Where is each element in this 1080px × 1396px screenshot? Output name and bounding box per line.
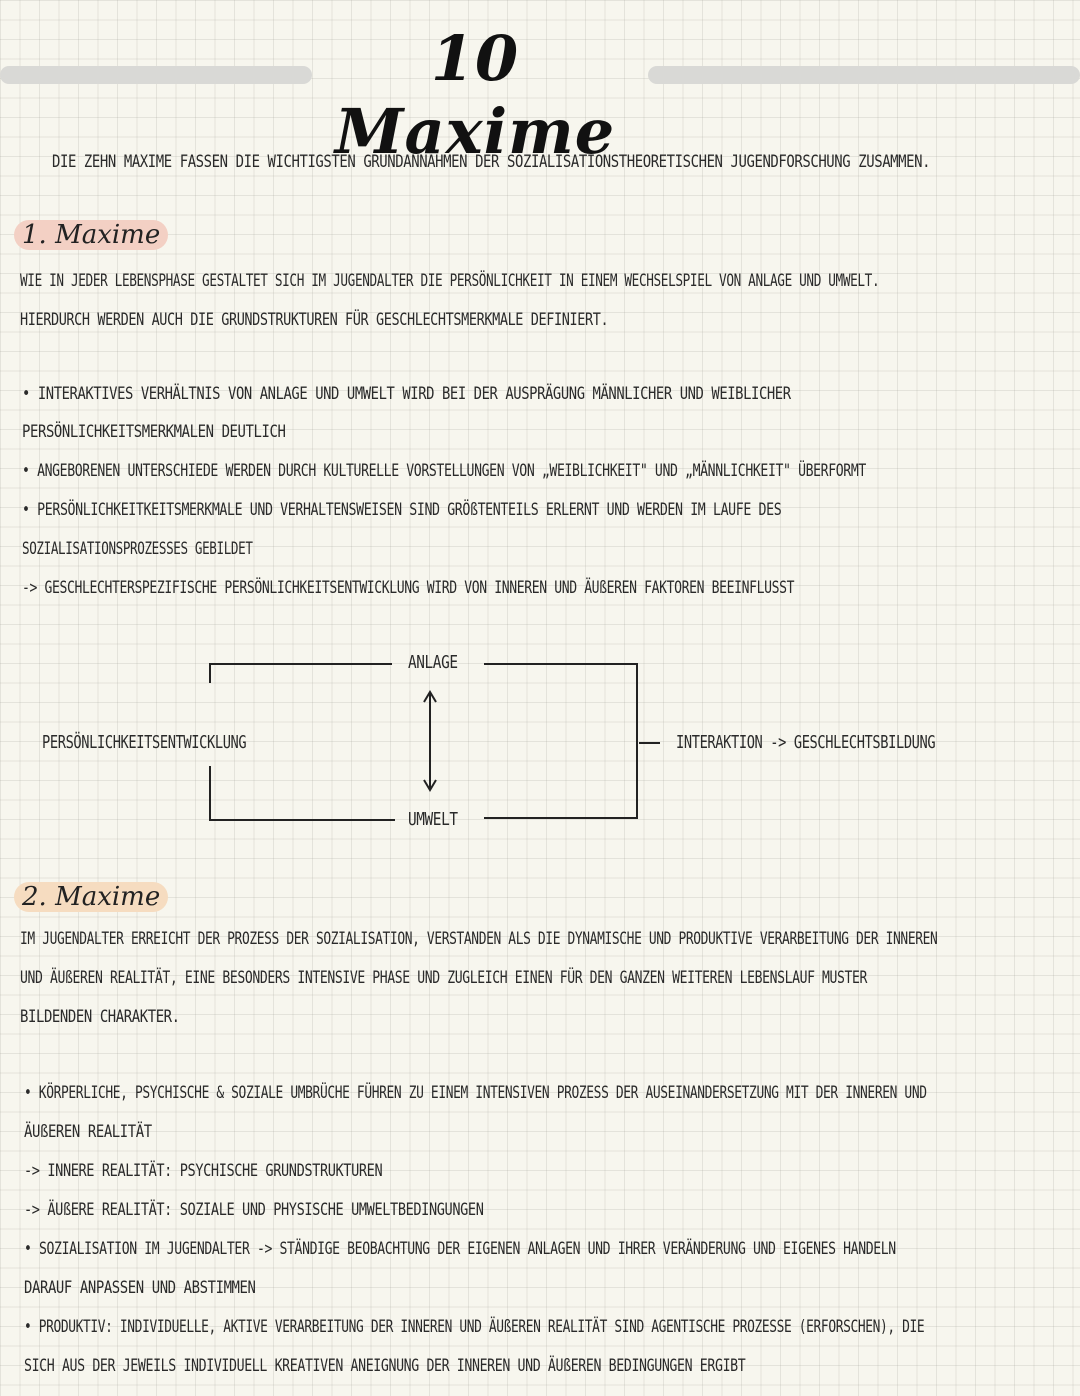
maxime1-bullet: • PERSÖNLICHKEITKEITSMERKMALE UND VERHALTENSWEISEN SIND GRÖßTENTEILS ERLERNT UND WERDEN IM LAUFE DES [22,500,782,520]
diagram-bottom-label: UMWELT [408,809,458,830]
maxime1-line: WIE IN JEDER LEBENSPHASE GESTALTET SICH IM JUGENDALTER DIE PERSÖNLICHKEIT IN EINEM WECHSELSPIEL VON ANLAGE UND UMWELT. [20,271,880,291]
maxime2-bullet: • PRODUKTIV: INDIVIDUELLE, AKTIVE VERARBEITUNG DER INNEREN UND ÄUßEREN REALITÄT SIND AGENTISCHE PROZESSE (ERFORSCHEN), DIE [24,1317,925,1337]
maxime2-bullet: -> INNERE REALITÄT: PSYCHISCHE GRUNDSTRUKTUREN [24,1161,383,1181]
maxime2-line: IM JUGENDALTER ERREICHT DER PROZESS DER SOZIALISATION, VERSTANDEN ALS DIE DYNAMISCHE UND PRODUKTIVE VERARBEITUNG DER INNEREN [20,929,938,949]
diagram-left-label: PERSÖNLICHKEITSENTWICKLUNG [42,732,247,753]
title-bar-right [648,66,1080,84]
maxime1-bullet: -> GESCHLECHTERSPEZIFISCHE PERSÖNLICHKEITSENTWICKLUNG WIRD VON INNEREN UND ÄUßEREN FAKTOREN BEEINFLUSST [22,578,795,598]
maxime2-bullet: • SOZIALISATION IM JUGENDALTER -> STÄNDIGE BEOBACHTUNG DER EIGENEN ANLAGEN UND IHRER VERÄNDERUNG UND EIGENES HANDELN [24,1239,896,1259]
title-bar-left [0,66,312,84]
maxime2-line: UND ÄUßEREN REALITÄT, EINE BESONDERS INTENSIVE PHASE UND ZUGLEICH EINEN FÜR DEN GANZEN WEITEREN LEBENSLAUF MUSTER [20,968,868,988]
maxime2-bullet: DARAUF ANPASSEN UND ABSTIMMEN [24,1278,256,1298]
maxime2-bullet: ÄUßEREN REALITÄT [24,1122,152,1142]
page-title: 10 Maxime [334,22,616,168]
maxime1-bullet: • INTERAKTIVES VERHÄLTNIS VON ANLAGE UND UMWELT WIRD BEI DER AUSPRÄGUNG MÄNNLICHER UND WEIBLICHER [22,384,791,404]
maxime2-bullet: SICH AUS DER JEWEILS INDIVIDUELL KREATIVEN ANEIGNUNG DER INNEREN UND ÄUßEREN BEDINGUNGEN ERGIBT [24,1356,746,1376]
diagram-top-label: ANLAGE [408,652,458,673]
maxime1-bullet: PERSÖNLICHKEITSMERKMALEN DEUTLICH [22,422,286,442]
maxime2-bullet: -> ÄUßERE REALITÄT: SOZIALE UND PHYSISCHE UMWELTBEDINGUNGEN [24,1200,484,1220]
maxime2-bullet: • KÖRPERLICHE, PSYCHISCHE & SOZIALE UMBRÜCHE FÜHREN ZU EINEM INTENSIVEN PROZESS DER AUSEINANDERSETZUNG MIT DER INNEREN UND [24,1083,927,1103]
intro-text: DIE ZEHN MAXIME FASSEN DIE WICHTIGSTEN GRUNDANNAHMEN DER SOZIALISATIONSTHEORETISCHEN JUGENDFORSCHUNG ZUSAMMEN. [52,152,931,172]
maxime2-line: BILDENDEN CHARAKTER. [20,1007,180,1027]
maxime2-heading: 2. Maxime [14,882,168,912]
maxime1-bullet: SOZIALISATIONSPROZESSES GEBILDET [22,539,253,559]
diagram-right-label: INTERAKTION -> GESCHLECHTSBILDUNG [676,732,936,753]
maxime1-line: HIERDURCH WERDEN AUCH DIE GRUNDSTRUKTUREN FÜR GESCHLECHTSMERKMALE DEFINIERT. [20,310,609,330]
maxime1-heading: 1. Maxime [14,220,168,250]
maxime1-bullet: • ANGEBORENEN UNTERSCHIEDE WERDEN DURCH KULTURELLE VORSTELLUNGEN VON „WEIBLICHKEIT" UND „MÄNNLICHKEIT" ÜBERFORMT [22,461,866,481]
